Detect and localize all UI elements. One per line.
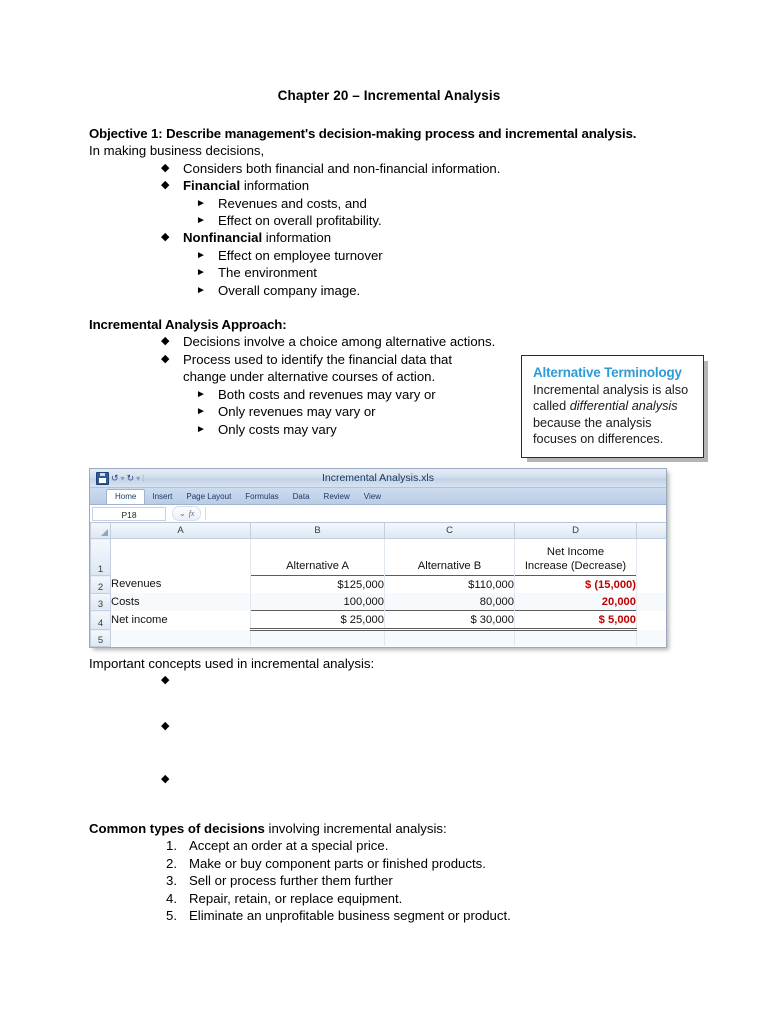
list-item-label-bold: Financial	[183, 178, 241, 194]
table-row	[91, 576, 667, 594]
callout-body-part1: Incremental analysis is also called	[533, 383, 689, 414]
triangle-bullet-icon: ►	[196, 423, 206, 435]
table-row	[91, 593, 667, 611]
cell-a2[interactable]: Revenues	[111, 576, 251, 594]
cell-c3[interactable]: 80,000	[385, 593, 515, 611]
objective-heading: Objective 1: Describe management's decision-making process and incremental analysis.	[89, 126, 637, 141]
list-item	[89, 177, 689, 194]
list-item-label: information	[262, 230, 332, 246]
list-item: Repair, retain, or replace equipment.	[189, 890, 403, 906]
list-item	[89, 333, 689, 350]
column-header-d[interactable]: D	[515, 523, 637, 539]
cell-c4[interactable]: $ 30,000	[385, 611, 515, 630]
cancel-accept-icon[interactable]: ⌄	[179, 509, 186, 518]
tab-formulas[interactable]: Formulas	[245, 492, 279, 501]
decisions-heading	[89, 820, 689, 837]
triangle-bullet-icon: ►	[196, 197, 206, 209]
row-header-4[interactable]: 4	[91, 611, 111, 630]
tab-view[interactable]: View	[363, 492, 381, 501]
decisions-section	[89, 820, 689, 924]
column-header-row	[91, 523, 667, 539]
row-header-5[interactable]: 5	[91, 630, 111, 647]
insert-function-icon[interactable]: fx	[188, 509, 195, 518]
customize-qat-icon[interactable]: ⁞	[142, 473, 145, 483]
cell-b2[interactable]: $125,000	[251, 576, 385, 594]
diamond-bullet-icon: ◆	[161, 674, 170, 687]
row-header-2[interactable]: 2	[91, 576, 111, 594]
diamond-bullet-icon: ◆	[161, 719, 170, 732]
list-item-label: Only revenues may vary or	[218, 404, 376, 420]
tab-insert[interactable]: Insert	[152, 492, 173, 501]
cell-d1-line1: Net Income	[546, 546, 605, 558]
document-body-lower	[89, 655, 689, 789]
list-item: Make or buy component parts or finished products.	[189, 855, 486, 871]
spreadsheet-grid	[90, 523, 667, 647]
redo-icon[interactable]: ↻	[126, 472, 135, 483]
excel-title-bar	[90, 469, 666, 488]
approach-heading: Incremental Analysis Approach:	[89, 317, 287, 333]
table-row	[91, 539, 667, 576]
triangle-bullet-icon: ►	[196, 284, 206, 296]
list-item	[89, 195, 689, 212]
cell-e3[interactable]	[637, 593, 667, 611]
cell-c5[interactable]	[385, 630, 515, 647]
cell-c1[interactable]: Alternative B	[385, 539, 515, 576]
triangle-bullet-icon: ►	[196, 388, 206, 400]
list-item-label: information	[240, 178, 310, 194]
column-header-e[interactable]	[637, 523, 667, 539]
list-item: Sell or process further them further	[189, 873, 393, 889]
cell-d1[interactable]	[515, 539, 637, 576]
list-item	[89, 229, 689, 246]
list-item-label: Process used to identify the financial data that	[183, 351, 453, 367]
list-item-label: Effect on overall profitability.	[218, 213, 382, 229]
tab-home[interactable]: Home	[106, 489, 145, 504]
save-icon[interactable]	[96, 472, 109, 485]
list-item-label: Decisions involve a choice among alternative actions.	[183, 334, 496, 350]
callout-body-italic: differential analysis	[569, 399, 678, 414]
approach-bullet-continuation: change under alternative courses of action.	[183, 369, 436, 385]
cell-b3[interactable]: 100,000	[251, 593, 385, 611]
diamond-bullet-icon: ◆	[161, 773, 170, 786]
undo-dropdown-icon[interactable]: ▾	[120, 473, 125, 483]
column-header-a[interactable]: A	[111, 523, 251, 539]
list-item	[89, 264, 689, 281]
diamond-bullet-icon: ◆	[161, 161, 170, 174]
concepts-blank-list	[89, 672, 689, 788]
callout-title: Alternative Terminology	[533, 365, 682, 380]
nonfinancial-bullet	[89, 229, 689, 246]
diamond-bullet-icon: ◆	[161, 335, 170, 348]
cell-d5[interactable]	[515, 630, 637, 647]
decisions-heading-bold: Common types of decisions	[89, 821, 265, 836]
column-header-b[interactable]: B	[251, 523, 385, 539]
tab-data[interactable]: Data	[292, 492, 310, 501]
excel-window	[89, 468, 667, 648]
cell-a3[interactable]: Costs	[111, 593, 251, 611]
intro-line: In making business decisions,	[89, 143, 265, 159]
list-item-label: Effect on employee turnover	[218, 247, 383, 263]
list-item-label: Revenues and costs, and	[218, 195, 367, 211]
list-item	[89, 672, 689, 689]
cell-e4[interactable]	[637, 611, 667, 630]
cell-a5[interactable]	[111, 630, 251, 647]
list-item	[89, 247, 689, 264]
cell-d2[interactable]: $ (15,000)	[515, 576, 637, 594]
concepts-heading: Important concepts used in incremental analysis:	[89, 656, 375, 671]
column-header-c[interactable]: C	[385, 523, 515, 539]
diamond-bullet-icon: ◆	[161, 179, 170, 192]
list-item-label: Both costs and revenues may vary or	[218, 386, 436, 402]
cell-b5[interactable]	[251, 630, 385, 647]
decisions-numbered-list	[89, 837, 689, 924]
list-item: Accept an order at a special price.	[189, 838, 389, 854]
page-title: Chapter 20 – Incremental Analysis	[277, 88, 501, 103]
callout-body-part2: because the analysis focuses on differences.	[533, 415, 664, 447]
excel-ribbon-tabs	[90, 488, 666, 505]
cell-c2[interactable]: $110,000	[385, 576, 515, 594]
financial-sublist	[89, 195, 689, 230]
redo-dropdown-icon[interactable]: ▾	[136, 473, 141, 483]
list-item	[89, 771, 689, 788]
list-item	[89, 160, 689, 177]
triangle-bullet-icon: ►	[196, 249, 206, 261]
undo-icon[interactable]: ↺	[111, 472, 119, 483]
decisions-heading-rest: involving incremental analysis:	[264, 821, 447, 836]
triangle-bullet-icon: ►	[196, 406, 206, 418]
diamond-bullet-icon: ◆	[161, 231, 170, 244]
alternative-terminology-callout	[521, 355, 704, 458]
table-row	[91, 630, 667, 647]
list-item: Eliminate an unprofitable business segment or product.	[189, 908, 511, 924]
cell-d4[interactable]: $ 5,000	[515, 611, 637, 630]
tab-review[interactable]: Review	[323, 492, 350, 501]
list-item-label: Considers both financial and non-financial information.	[183, 160, 501, 176]
tab-page-layout[interactable]: Page Layout	[186, 492, 232, 501]
cell-e1[interactable]	[637, 539, 667, 576]
list-item-label-bold: Nonfinancial	[183, 230, 263, 246]
cell-d1-line2: Increase (Decrease)	[524, 560, 627, 572]
cell-a1[interactable]	[111, 539, 251, 576]
cell-b1[interactable]: Alternative A	[251, 539, 385, 576]
list-item	[89, 718, 689, 735]
cell-e2[interactable]	[637, 576, 667, 594]
list-item-label: Only costs may vary	[218, 421, 337, 437]
callout-body	[533, 382, 692, 448]
table-row	[91, 611, 667, 630]
formula-bar-buttons	[172, 506, 201, 521]
formula-input[interactable]	[205, 507, 664, 520]
cell-d3[interactable]: 20,000	[515, 593, 637, 611]
list-item	[89, 282, 689, 299]
objective1-bullet-list	[89, 160, 689, 195]
cell-a4[interactable]: Net income	[111, 611, 251, 630]
excel-formula-bar	[90, 505, 666, 523]
diamond-bullet-icon: ◆	[161, 352, 170, 365]
quick-access-toolbar[interactable]	[94, 472, 144, 485]
list-item-label: The environment	[218, 265, 317, 281]
select-all-corner[interactable]	[91, 523, 111, 539]
cell-e5[interactable]	[637, 630, 667, 647]
list-item	[89, 212, 689, 229]
triangle-bullet-icon: ►	[196, 267, 206, 279]
name-box[interactable]: P18	[92, 507, 166, 521]
excel-window-title: Incremental Analysis.xls	[321, 472, 435, 484]
triangle-bullet-icon: ►	[196, 215, 206, 227]
row-header-3[interactable]: 3	[91, 593, 111, 611]
list-item-label: Overall company image.	[218, 282, 361, 298]
cell-b4[interactable]: $ 25,000	[251, 611, 385, 630]
nonfinancial-sublist	[89, 247, 689, 299]
row-header-1[interactable]: 1	[91, 539, 111, 576]
